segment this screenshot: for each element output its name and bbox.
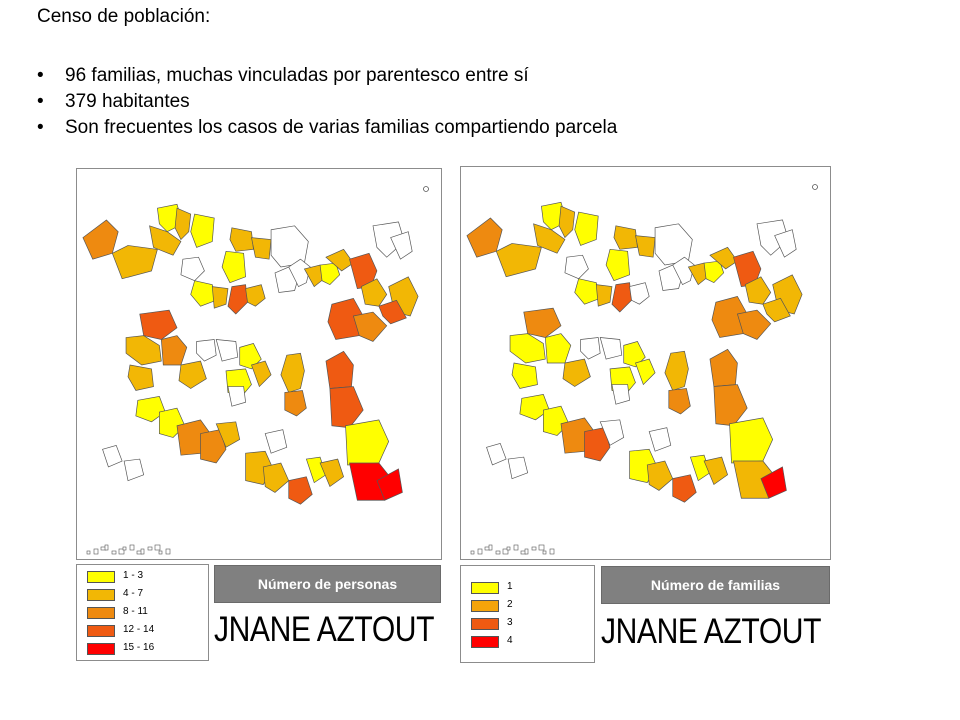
minor-parcel [550,549,554,554]
parcel [353,312,386,341]
minor-parcel [496,551,500,554]
legend-familias [460,565,595,663]
legend-label: 15 - 16 [123,642,155,653]
parcel [246,285,266,307]
parcel [606,249,630,280]
parcel [635,236,655,258]
minor-parcel [478,549,482,554]
north-marker-icon [424,187,429,192]
parcel [222,251,246,282]
legend-label: 2 [507,599,513,610]
parcel [265,430,287,454]
parcel [161,336,186,365]
legend-swatch [471,636,499,648]
bullet-item [37,63,617,89]
minor-parcel [130,545,134,550]
parcel [112,245,157,278]
parcel [612,283,632,312]
minor-parcel [539,545,544,550]
minor-parcel [155,545,160,550]
parcel [281,353,305,392]
parcel [228,387,246,407]
parcel [191,281,216,306]
bullet-item [37,89,617,115]
minor-parcel [532,547,536,550]
minor-parcel [87,551,90,554]
parcel [216,340,238,362]
minor-parcel [471,551,474,554]
bullet-dot: • [37,117,44,138]
parcel [545,334,570,363]
bullet-list [37,63,617,141]
parcel-map-familias [461,167,830,559]
minor-parcel [112,551,116,554]
parcel [124,459,144,481]
minor-parcel [94,549,98,554]
bullet-item [37,115,617,141]
legend-swatch [87,589,115,601]
minor-parcel [105,545,108,550]
legend-label: 1 - 3 [123,570,144,581]
legend-swatch [471,600,499,612]
parcel [673,475,697,502]
bullet-text: Son frecuentes los casos de varias familias compartiendo parcela [65,117,618,138]
parcel [487,443,507,465]
minor-parcel [507,547,510,550]
legend-swatch [87,643,115,655]
parcel [175,208,191,239]
parcel [669,388,691,413]
parcel [635,359,655,384]
parcel [714,385,747,426]
parcel-map-personas [77,169,441,559]
parcel [730,418,773,463]
minor-parcel [166,549,170,554]
parcel [737,310,770,339]
parcel [181,257,205,281]
legend-swatch [87,625,115,637]
bullet-text: 379 habitantes [65,91,190,112]
parcel [581,338,601,360]
slide-title: Censo de población: [37,6,211,27]
parcel [251,361,271,386]
site-name-familias: JNANE AZTOUT [601,612,822,651]
legend-label: 1 [507,581,513,592]
parcel [565,255,589,279]
parcel [563,359,590,386]
minor-parcel [148,547,152,550]
bullet-dot: • [37,65,44,86]
parcel [197,340,217,362]
parcel [559,206,575,237]
bullet-text: 96 familias, muchas vinculadas por parentesco entre sí [65,65,529,86]
legend-personas [76,564,209,661]
minor-parcel [123,547,126,550]
legend-label: 4 - 7 [123,588,144,599]
minor-parcel [543,551,546,554]
parcel [512,363,537,388]
map-personas [76,168,442,560]
legend-swatch [87,607,115,619]
parcel [710,349,737,386]
legend-swatch [471,618,499,630]
parcel [179,361,206,388]
parcel [575,212,599,245]
parcel [251,238,271,260]
legend-swatch [87,571,115,583]
parcel [346,420,389,465]
parcel [330,387,363,428]
parcel [285,390,307,415]
parcel [496,243,541,276]
parcel [524,308,561,337]
parcel [289,477,313,504]
minor-parcel [159,551,162,554]
legend-swatch [471,582,499,594]
parcel [665,351,689,390]
parcel [647,461,672,490]
parcel [600,338,622,360]
parcel [230,228,254,252]
minor-parcel [514,545,518,550]
north-marker-icon [813,185,818,190]
legend-label: 3 [507,617,513,628]
site-name-personas: JNANE AZTOUT [214,610,435,649]
map-familias [460,166,831,560]
parcel [103,445,123,467]
parcel [596,285,612,307]
parcel [326,351,353,388]
parcel [126,336,161,365]
parcel-group [83,204,418,504]
minor-parcel [489,545,492,550]
parcel [612,385,630,405]
parcel [140,310,177,339]
legend-label: 8 - 11 [123,606,148,617]
parcel [128,365,153,390]
parcel [191,214,215,247]
legend-label: 12 - 14 [123,624,155,635]
parcel [649,428,671,452]
legend-label: 4 [507,635,513,646]
parcel [575,279,600,304]
parcel [614,226,638,250]
minor-parcel [141,549,144,554]
parcel [212,287,228,309]
parcel [630,283,650,305]
parcel-group [467,202,802,502]
parcel [228,285,248,314]
bullet-dot: • [37,91,44,112]
minor-parcel [525,549,528,554]
legend-title-familias: Número de familias [601,566,830,604]
parcel [510,334,545,363]
parcel [263,463,288,492]
parcel [508,457,528,479]
legend-title-personas: Número de personas [214,565,441,603]
